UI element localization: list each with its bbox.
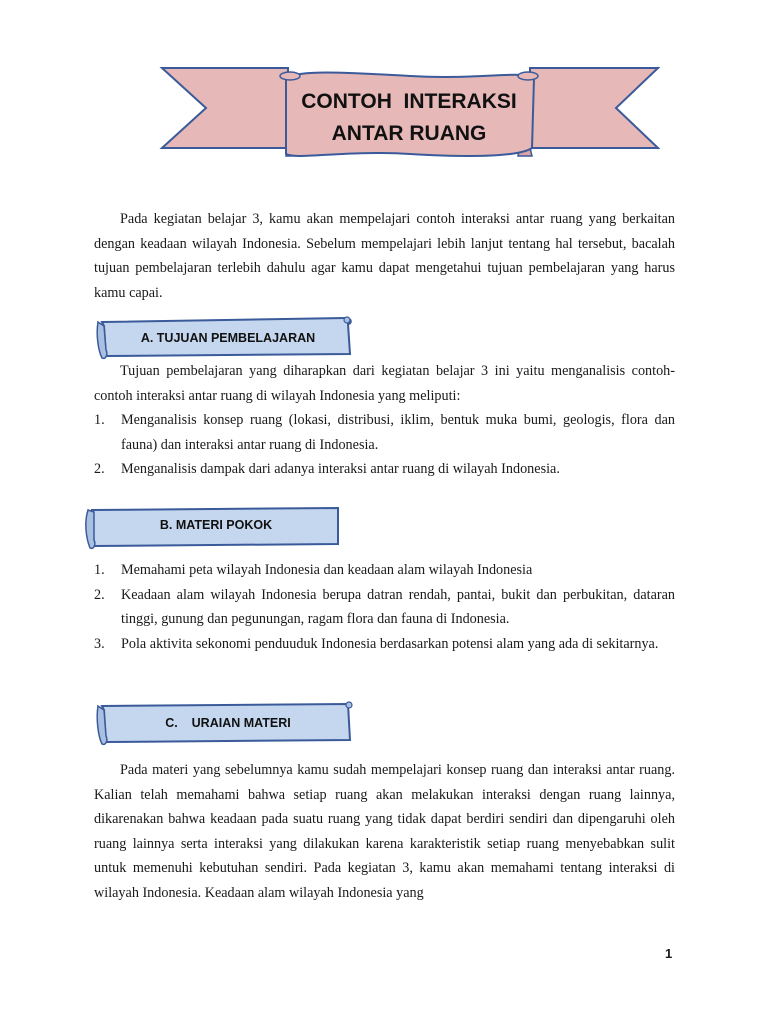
- list-item: [94, 632, 675, 657]
- list-item-text: Menganalisis konsep ruang (lokasi, distribusi, iklim, bentuk muka bumi, geologis, flora dan fauna) dan interaksi antar ruang di Indonesia.: [121, 412, 675, 453]
- list-item: [94, 408, 675, 457]
- list-item: [94, 583, 675, 632]
- list-item: [94, 457, 675, 482]
- section-a-paragraph: Tujuan pembelajaran yang diharapkan dari kegiatan belajar 3 ini yaitu menganalisis contoh-contoh interaksi antar ruang di wilayah Indonesia yang meliputi:: [94, 363, 675, 404]
- list-item-text: Memahami peta wilayah Indonesia dan keadaan alam wilayah Indonesia: [121, 562, 533, 578]
- list-item-number: 1.: [94, 562, 105, 578]
- list-item-text: Pola aktivita sekonomi penduuduk Indonesia berdasarkan potensi alam yang ada di sekitarnya.: [121, 635, 659, 652]
- section-b-heading: [82, 504, 344, 552]
- list-item-number: 3.: [94, 635, 105, 652]
- list-item-number: 2.: [94, 461, 105, 478]
- section-c-heading-label: C. URAIAN MATERI: [165, 716, 291, 730]
- intro-paragraph: Pada kegiatan belajar 3, kamu akan mempelajari contoh interaksi antar ruang yang berkaitan dengan keadaan wilayah Indonesia. Sebelum mempelajari lebih lanjut tentang hal tersebut, bacalah tujuan pembelajaran terlebih dahulu agar kamu dapat mengetahui tujuan pembelajaran yang harus kamu capai.: [94, 211, 675, 301]
- list-item-number: 2.: [94, 586, 105, 603]
- section-c-paragraph: Pada materi yang sebelumnya kamu sudah mempelajari konsep ruang dan interaksi antar ruang. Kalian telah memahami bahwa setiap ruang akan melakukan interaksi dengan ruang lainnya, dikarenakan bahwa keadaan pada suatu ruang yang tidak dapat berdiri sendiri dan dipengaruhi oleh ruang lainnya serta interaksi yang dilakukan karena karakteristik setiap ruang menyebabkan sulit untuk memenuhi kebutuhan sendiri. Pada kegiatan 3, kamu akan memahami tentang interaksi di wilayah Indonesia. Keadaan alam wilayah Indonesia yang: [94, 762, 675, 901]
- page-title-line-1: CONTOH INTERAKSI: [301, 90, 517, 113]
- list-item-text: Menganalisis dampak dari adanya interaksi antar ruang di wilayah Indonesia.: [121, 461, 560, 478]
- section-a-list: [94, 408, 675, 482]
- page-title: [288, 86, 530, 150]
- list-item: [94, 558, 675, 583]
- section-c-heading: [94, 698, 356, 748]
- section-b-list: [94, 558, 675, 656]
- list-item-text: Keadaan alam wilayah Indonesia berupa datran rendah, pantai, bukit dan perbukitan, dataran tinggi, gunung dan pegunungan, ragam flora dan fauna di Indonesia.: [121, 586, 675, 628]
- page-number: 1: [665, 946, 673, 961]
- list-item-number: 1.: [94, 412, 105, 428]
- section-a-heading-label: A. TUJUAN PEMBELAJARAN: [140, 331, 316, 345]
- section-a-heading: [94, 314, 356, 362]
- page-title-line-2: ANTAR RUANG: [331, 122, 487, 145]
- section-b-heading-label: B. MATERI POKOK: [159, 518, 273, 532]
